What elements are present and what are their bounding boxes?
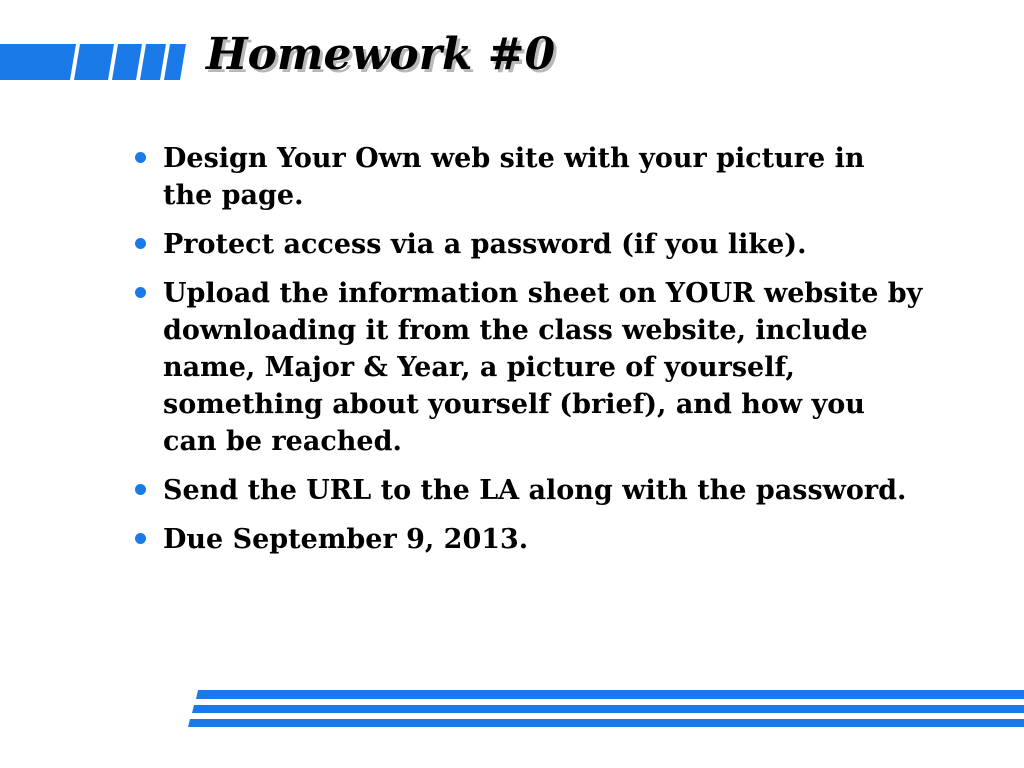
bullet-text: Due September 9, 2013. — [163, 524, 529, 555]
stripes-graphic — [0, 44, 190, 80]
decorative-bars-top — [0, 44, 190, 80]
bullet-text: Protect access via a password (if you like). — [163, 229, 807, 260]
bullet-item — [133, 226, 923, 263]
stripe-bar — [112, 44, 142, 80]
stripe-bar — [0, 44, 76, 80]
bullet-list — [133, 140, 923, 570]
slide-title: Homework #0 — [206, 29, 556, 80]
stripe-bar — [74, 44, 114, 80]
stripe-bar — [164, 44, 186, 80]
stripe-bar — [192, 705, 1024, 713]
bullet-dot-icon — [135, 533, 146, 544]
bullet-item — [133, 275, 923, 460]
bullet-dot-icon — [135, 287, 146, 298]
bullet-text: Design Your Own web site with your picture in the page. — [163, 143, 865, 211]
stripe-bar — [188, 719, 1024, 727]
bullet-dot-icon — [135, 238, 146, 249]
bullet-item — [133, 140, 923, 214]
bullet-dot-icon — [135, 484, 146, 495]
decorative-bars-bottom — [188, 690, 1024, 730]
stripe-bar — [196, 690, 1024, 699]
bullet-text: Upload the information sheet on YOUR website by downloading it from the class website, include name, Major & Year, a picture of yourself, something about yourself (brief), and how you can be reached. — [163, 278, 923, 457]
bullet-dot-icon — [135, 152, 146, 163]
bullet-text: Send the URL to the LA along with the password. — [163, 475, 907, 506]
bullet-item — [133, 472, 923, 509]
bullet-item — [133, 521, 923, 558]
stripe-bar — [140, 44, 166, 80]
stripes-graphic — [188, 690, 1024, 730]
